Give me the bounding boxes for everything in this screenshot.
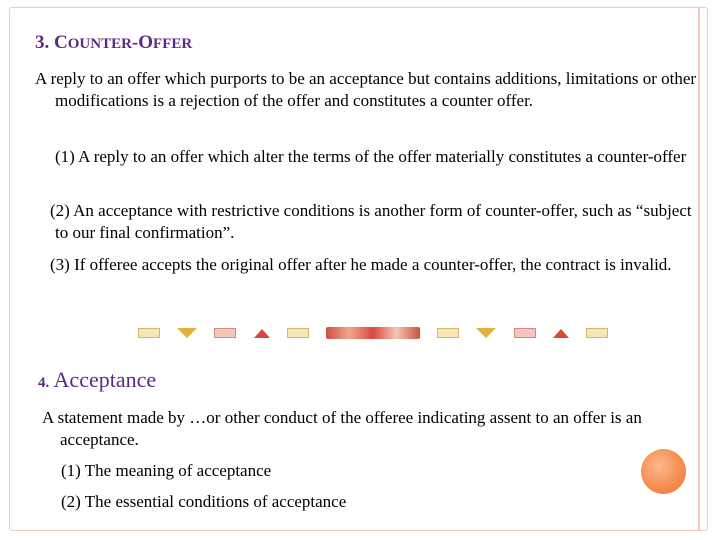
section-heading-acceptance: [38, 367, 156, 393]
section-title: Acceptance: [53, 367, 157, 392]
counter-offer-item-3: (3) If offeree accepts the original offer after he made a counter-offer, the contract is invalid.: [50, 255, 672, 274]
section-heading-counter-offer: [35, 32, 192, 54]
title-separator: -: [131, 32, 139, 53]
divider-ornament: [437, 328, 459, 338]
divider-ornament: [476, 328, 496, 338]
section-number: 4.: [38, 375, 50, 391]
divider-ornament: [254, 329, 270, 338]
decorative-orange-circle: [641, 449, 686, 494]
divider-ornament: [214, 328, 236, 338]
divider-ornament: [287, 328, 309, 338]
title-letter-o: O: [138, 32, 154, 53]
counter-offer-item-2: (2) An acceptance with restrictive conditions is another form of counter-offer, such as “subject to our final confirmation”.: [50, 201, 692, 242]
divider-ornament: [514, 328, 536, 338]
acceptance-definition: A statement made by …or other conduct of the offeree indicating assent to an offer is an acceptance.: [42, 408, 642, 449]
section-number: 3.: [35, 32, 50, 53]
counter-offer-definition: A reply to an offer which purports to be an acceptance but contains additions, limitations or other modifications is a rejection of the offer and constitutes a counter offer.: [35, 69, 697, 110]
counter-offer-item-1: (1) A reply to an offer which alter the terms of the offer materially constitutes a counter-offer: [55, 147, 687, 166]
divider-center-ornament: [326, 327, 420, 339]
divider-ornament: [553, 329, 569, 338]
title-part-ounter: OUNTER: [67, 36, 132, 52]
acceptance-item-2: (2) The essential conditions of acceptance: [61, 492, 347, 511]
divider-ornament: [586, 328, 608, 338]
acceptance-item-1: (1) The meaning of acceptance: [61, 461, 272, 480]
divider-ornament: [138, 328, 160, 338]
divider-ornament: [177, 328, 197, 338]
decorative-divider: [138, 326, 608, 340]
title-part-ffer: FFER: [153, 36, 193, 52]
title-letter-c: C: [54, 32, 68, 53]
